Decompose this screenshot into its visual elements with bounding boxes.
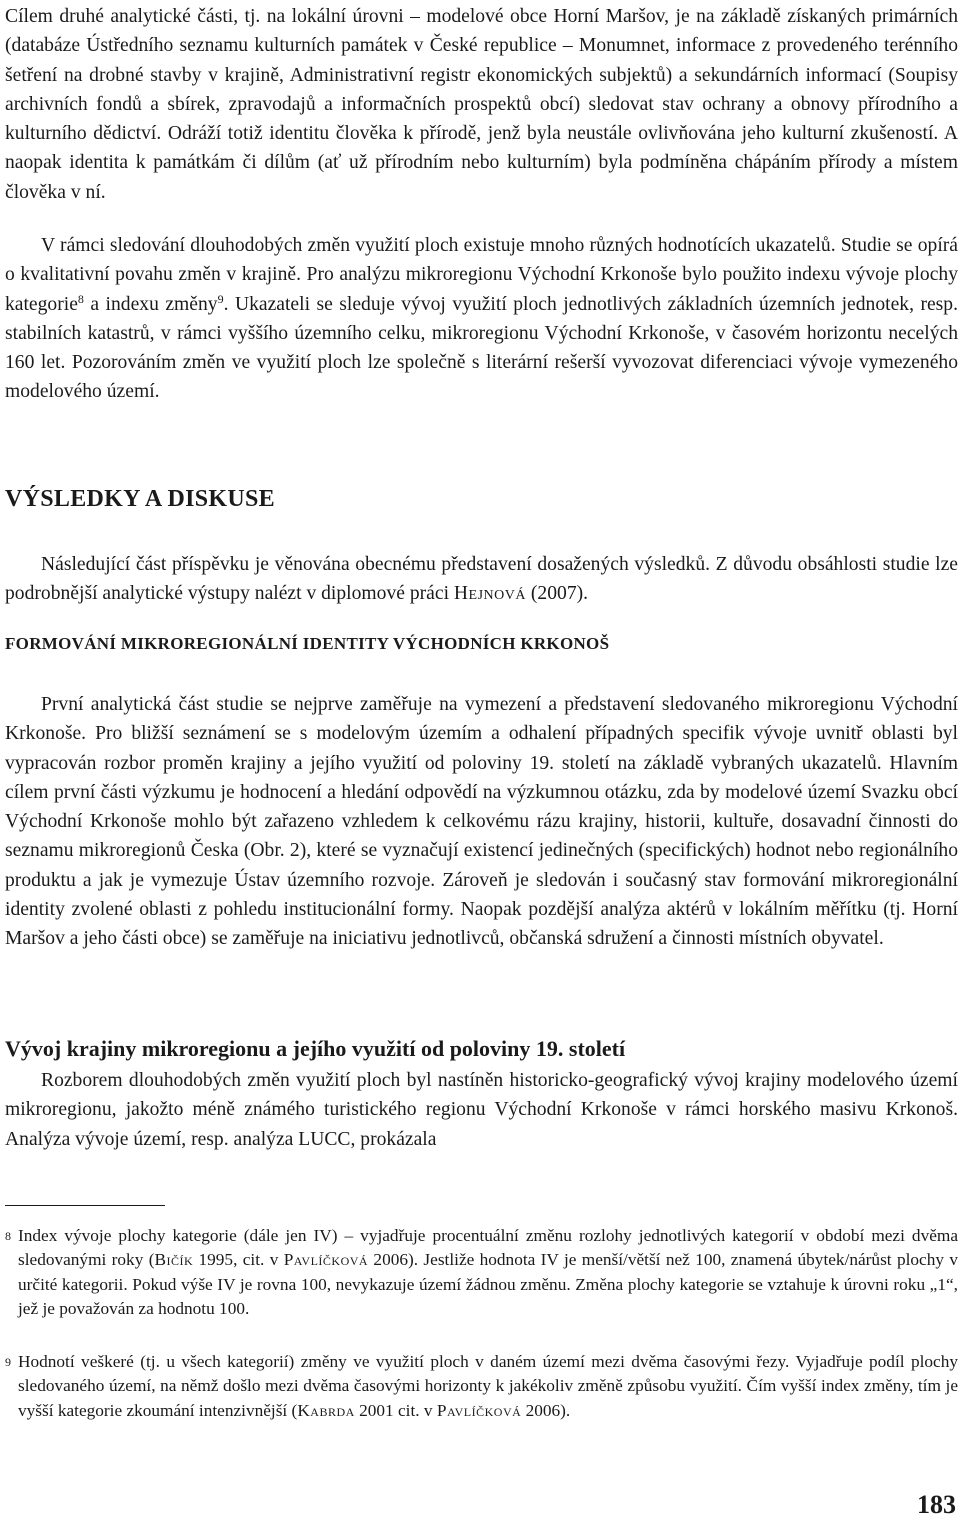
paragraph-indicators-text-b: a indexu změny: [83, 293, 218, 315]
footnote-9-text-a: Hodnotí veškeré (tj. u všech kategorií) změny ve využití ploch v daném území mezi dvěma časovými řezy. Vyjadřuje podíl plochy sledovaného území, na němž došlo mezi dvěma časovými horizonty k jakékoliv změně způsobu využití. Čím vyšší index změny, tím je vyšší kategorie zkoumání intenzivnější (: [18, 1352, 958, 1420]
paragraph-indicators: [5, 231, 958, 407]
citation-author-pavlickova: Pavlíčková: [283, 1250, 369, 1270]
footnote-text: [18, 1224, 958, 1322]
footnote-number: 8: [5, 1229, 11, 1243]
paragraph-intro-text: Cílem druhé analytické části, tj. na lokální úrovni – modelové obce Horní Maršov, je na základě získaných primárních (databáze Ústředního seznamu kulturních památek v České republice – Monumnet, informace z provedeného terénního šetření na drobné stavby v krajině, Administrativní registr ekonomických subjektů) a sekundárních informací (Soupisy archivních fondů a sbírek, zpravodajů a informačních prospektů obcí) sledovat stav ochrany a obnovy přírodního a kulturního dědictví. Odráží totiž identitu člověka k přírodě, jenž byla neustále ovlivňována jeho kulturní zkušeností. A naopak identita k památkám či dílům (ať už přírodním nebo kulturním) byla podmíněna chápáním přírody a místem člověka v ní.: [5, 6, 958, 203]
heading-results: VÝSLEDKY A DISKUSE: [5, 486, 275, 512]
paragraph-results-text-a: Následující část příspěvku je věnována obecnému představení dosažených výsledků. Z důvodu obsáhlosti studie lze podrobnější analytické výstupy nalézt v diplomové práci: [5, 554, 958, 605]
footnote-8-text-c: 2006). Jestliže hodnota IV je menší/větší než 100, znamená úbytek/nárůst plochy v určité kategorii. Pokud výše IV je rovna 100, nevykazuje území žádnou změnu. Změna plochy kategorie se vztahuje k úrovni roku „1“, jež je považován za hodnotu 100.: [18, 1250, 958, 1319]
paragraph-formation-text: První analytická část studie se nejprve zaměřuje na vymezení a představení sledovaného mikroregionu Východní Krkonoše. Pro bližší seznámení se s modelovým územím a odhalení případných specifik vývoje uvnitř oblasti byl vypracován rozbor proměn krajiny a jejího využití od poloviny 19. století na základě vybraných ukazatelů. Hlavním cílem první části výzkumu je hodnocení a hledání odpovědí na výzkumnou otázku, zda by modelové území Svazku obcí Východní Krkonoše mohlo být zařazeno vzhledem k celkovému rázu krajiny, historii, kultuře, dosavadní činnosti do seznamu mikroregionů Česka (Obr. 2), které se vyznačují existencí jedinečných (specifických) hodnot nebo regionálního produktu a jak je vymezuje Ústav územního rozvoje. Zároveň je sledován i současný stav formování mikroregionální identity zvolené oblasti z pohledu institucionální formy. Naopak pozdější analýza aktérů v lokálním měřítku (tj. Horní Maršov a jeho části obce) se zaměřuje na iniciativu jednotlivců, občanská sdružení a činnosti místních obyvatel.: [5, 694, 958, 950]
paragraph-landscape: [5, 1066, 958, 1154]
footnote-9-text-c: 2006).: [521, 1400, 571, 1420]
footnote-text: [18, 1350, 958, 1423]
footnote-8-text-b: 1995, cit. v: [193, 1250, 284, 1270]
paragraph-results: [5, 550, 958, 609]
heading-landscape: Vývoj krajiny mikroregionu a jejího využití od poloviny 19. století: [5, 1036, 626, 1061]
paragraph-indicators-text-a: V rámci sledování dlouhodobých změn využití ploch existuje mnoho různých hodnotících ukazatelů. Studie se opírá o kvalitativní povahu změn v krajině. Pro analýzu mikroregionu Východní Krkonoše bylo použito indexu vývoje plochy kategorie: [5, 235, 958, 315]
footnote-9-text-b: 2001 cit. v: [354, 1400, 437, 1420]
paragraph-formation: [5, 690, 958, 954]
citation-author-pavlickova: Pavlíčková: [436, 1400, 522, 1420]
citation-author-bicik: Bičík: [154, 1250, 194, 1270]
paragraph-landscape-text: Rozborem dlouhodobých změn využití ploch byl nastíněn historicko-geografický vývoj krajiny modelového území mikroregionu, jakožto méně známého turistického regionu Východní Krkonoše v rámci horského masivu Krkonoš. Analýza vývoje území, resp. analýza LUCC, prokázala: [5, 1070, 958, 1150]
footnote-number: 9: [5, 1355, 11, 1369]
footnote-separator: [5, 1205, 165, 1206]
heading-formation: FORMOVÁNÍ MIKROREGIONÁLNÍ IDENTITY VÝCHODNÍCH KRKONOŠ: [5, 634, 610, 653]
page-number: 183: [917, 1490, 956, 1519]
footnote-ref-8[interactable]: 8: [77, 291, 84, 306]
citation-author-hejnova: Hejnová: [453, 583, 526, 605]
footnote-8-text-a: Index vývoje plochy kategorie (dále jen IV) – vyjadřuje procentuální změnu rozlohy jednotlivých kategorií v období mezi dvěma sledovanými roky (: [18, 1226, 958, 1270]
paragraph-intro: [5, 2, 958, 207]
footnote-8: [5, 1224, 958, 1322]
citation-author-kabrda: Kabrda: [297, 1400, 355, 1420]
paragraph-results-text-b: (2007).: [526, 583, 589, 605]
footnote-9: [5, 1350, 958, 1423]
paragraph-indicators-text-c: . Ukazateli se sleduje vývoj využití ploch jednotlivých základních územních jednotek, resp. stabilních katastrů, v rámci vyššího územního celku, mikroregionu Východní Krkonoše, v časovém horizontu necelých 160 let. Pozorováním změn ve využití ploch lze společně s literární rešerší vyvozovat diferenciaci vývoje vymezeného modelového území.: [5, 293, 958, 403]
footnote-ref-9[interactable]: 9: [217, 291, 224, 306]
